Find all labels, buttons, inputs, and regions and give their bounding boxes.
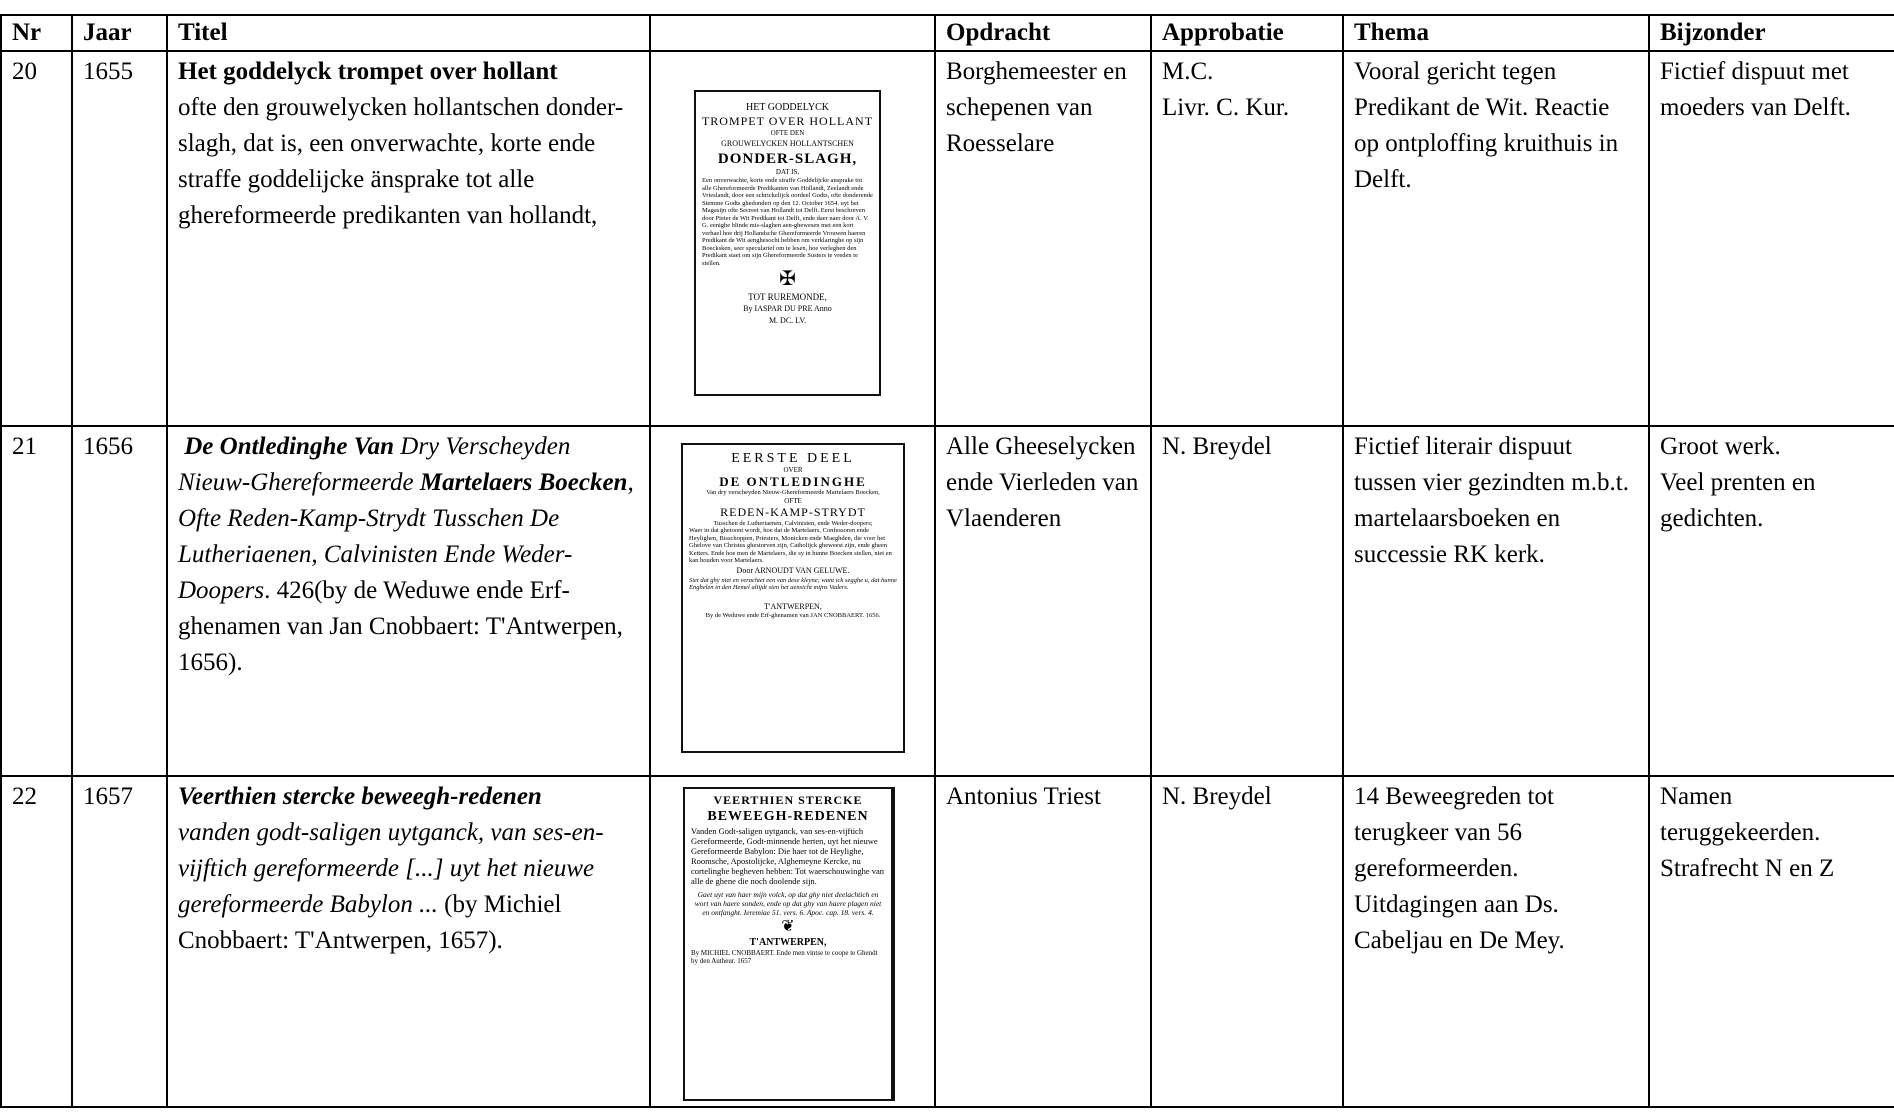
cover-line: OFTE (784, 496, 802, 505)
cover-line: T'ANTWERPEN, (749, 937, 827, 948)
row-year: 1656 (72, 426, 167, 776)
header-bijzonder: Bijzonder (1649, 15, 1894, 51)
approbatie-line: Livr. C. Kur. (1162, 94, 1290, 121)
title-italic-part: vanden godt-saligen uytganck, van ses-en-vijftich gereformeerde [...] uyt het nieuwe gereformeerde Babylon ... (178, 819, 604, 918)
approbatie-line: M.C. (1162, 58, 1214, 85)
title-page-image (683, 787, 895, 1101)
book-table (0, 14, 1894, 1108)
row-opdracht: Alle Gheeselycken ende Vierleden van Vlaenderen (935, 426, 1151, 776)
row-title (167, 776, 650, 1107)
row-opdracht: Borghemeester en schepenen van Roesselare (935, 51, 1151, 426)
row-year: 1657 (72, 776, 167, 1107)
table-row (1, 776, 1894, 1107)
title-page-image-cell (650, 51, 935, 426)
header-titel: Titel (167, 15, 650, 51)
row-thema: Vooral gericht tegen Predikant de Wit. Reactie op ontploffing kruithuis in Delft. (1343, 51, 1649, 426)
cover-line: T'ANTWERPEN, (764, 601, 822, 611)
row-title (167, 426, 650, 776)
cover-line: GROUWELYCKEN HOLLANTSCHEN (721, 139, 854, 148)
cover-line: TOT RUREMONDE, (748, 292, 827, 302)
title-bold-italic-part: Martelaers Boecken (419, 469, 628, 496)
row-bijzonder: Fictief dispuut met moeders van Delft. (1649, 51, 1894, 426)
cover-line: TROMPET OVER HOLLANT (701, 114, 874, 128)
title-italic-part: Dry Verscheyden Nieuw-Ghereformeerde (178, 433, 571, 496)
header-image (650, 15, 935, 51)
cover-line: By de Weduwe ende Erf-ghenamen van JAN CNOBBAERT. 1656. (705, 611, 881, 619)
row-number: 21 (1, 426, 72, 776)
cover-body: Vanden Godt-saligen uytganck, van ses-en-vijftich Gereformeerde, Godt-minnende herten, uyt het nieuwe Gereformeerde Babylon: Die haer tot de Heylighe, Roomsche, Apostolijcke, Alghemeyne Kercke, nu cortelinghe begheven hebben: Tot waerschouwinghe van alle de ghene die noch doolende sijn. (691, 826, 885, 886)
cover-line: DONDER-SLAGH, (717, 151, 858, 167)
header-approbatie: Approbatie (1151, 15, 1343, 51)
cover-line: REDEN-KAMP-STRYDT (720, 504, 866, 519)
fleuron-ornament-icon: ❦ (781, 918, 795, 935)
bijzonder-line: Veel prenten en gedichten. (1660, 469, 1816, 532)
bijzonder-line: Groot werk. (1660, 433, 1781, 460)
title-bold-italic-part: De Ontledinghe Van (184, 433, 395, 460)
title-rest: (by Michiel Cnobbaert: T'Antwerpen, 1657). (178, 891, 562, 954)
cover-line: DAT IS, (775, 168, 800, 176)
cover-body: Een onverwachte, korte ende straffe Goddelijcke ansprake tot alle Ghereformeerde Predikanten van Hollandt, Zeelandt ende Vrieslandt, door een schrickelijck oordeel Godts, ofte donderende Stemme Godts ghedondert op den 12. October 1654. uyt het Magasijn ofte Secreet van Hollandt tot Delft. Eerst beschreven door Pieter de Wit Predikant tot Delft, ende daer naer door A. V. G. eenighe blinde mis-slaghen aen-ghewesen met een kort verhael hoe drij Hollandsche Ghereformeerde Vrouwen haeren Predikant de Wit aenghesocht hebben om verklaringhe op sijn Boecksken, seer specularief om te lesen, hoe verleghen den Predikant staet om sijn Ghereformeerde Susters te vreden te stellen. (702, 177, 873, 267)
table-row (1, 51, 1894, 426)
header-row (1, 15, 1894, 51)
header-thema: Thema (1343, 15, 1649, 51)
cover-line: OFTE DEN (770, 129, 805, 137)
header-jaar: Jaar (72, 15, 167, 51)
title-rest: ofte den grouwelycken hollantschen donder-slagh, dat is, een onverwachte, korte ende straffe goddelijcke änsprake tot alle ghereformeerde predikanten van hollandt, (178, 94, 624, 229)
cover-line: VEERTHIEN STERCKE (713, 793, 863, 807)
title-bold-part: Het goddelyck trompet over hollant (178, 58, 558, 85)
title-page-image (694, 90, 881, 396)
cover-line: Van dry verscheyden Nieuw-Ghereformeerde Martelaers Boecken, (706, 489, 880, 496)
header-opdracht: Opdracht (935, 15, 1151, 51)
cover-body: Siet dat ghy niet en verachtet een van dese kleyne; want ick segghe u, dat hunne Enghelen in den Hemel altijdt sien het aensicht mijns Vaders. (689, 576, 897, 591)
cover-line: By MICHIEL CNOBBAERT. Ende men vintse te coope te Ghendt by den Autheur. 1657 (691, 949, 878, 965)
title-rest: . 426(by de Weduwe ende Erf-ghenamen van Jan Cnobbaert: T'Antwerpen, 1656). (178, 577, 623, 676)
cover-line: BEWEEGH-REDENEN (707, 809, 869, 824)
title-bold-italic-part: Veerthien stercke beweegh-redenen (178, 783, 542, 810)
row-approbatie (1151, 51, 1343, 426)
row-thema: 14 Beweegreden tot terugkeer van 56 gereformeerden. Uitdagingen aan Ds. Cabeljau en De Mey. (1343, 776, 1649, 1107)
cover-line: OVER (783, 466, 803, 474)
row-thema: Fictief literair dispuut tussen vier gezindten m.b.t. martelaarsboeken en successie RK kerk. (1343, 426, 1649, 776)
row-number: 22 (1, 776, 72, 1107)
cover-line: DE ONTLEDINGHE (719, 474, 867, 489)
header-nr: Nr (1, 15, 72, 51)
title-page-image-cell (650, 776, 935, 1107)
cover-line: Tusschen de Lutheriaenen, Calvinisten, ende Weder-doopers; (713, 519, 873, 527)
cover-line: Door ARNOUDT VAN GELUWE. (736, 565, 850, 575)
row-bijzonder (1649, 776, 1894, 1107)
table-row (1, 426, 1894, 776)
cover-body: Waer in dat ghetoont wordt, hoe dat de Martelaers, Confessoren ende Heylighen, Bisschoppen, Priesters, Monicken ende Maeghden, die voor het Ghelove van Christus ghestorven zijn, Catholijck gheweest zijn, ende gheen Ketters. Ende hoe men de Martelaers, die sy in hunne Boecken stellen, niet en kan houden voor Martelaers. (689, 527, 892, 564)
bijzonder-line: Namen teruggekeerden. (1660, 783, 1821, 846)
row-title (167, 51, 650, 426)
title-italic-part: , Ofte Reden-Kamp-Strydt Tusschen De Lutheriaenen, Calvinisten Ende Weder-Doopers (178, 469, 634, 604)
row-approbatie: N. Breydel (1151, 426, 1343, 776)
bijzonder-line: Strafrecht N en Z (1660, 855, 1835, 882)
cross-ornament-icon: ✠ (779, 268, 796, 290)
cover-line: EERSTE DEEL (731, 451, 855, 466)
row-bijzonder (1649, 426, 1894, 776)
cover-quote: Gaet uyt van haer mijn volck, op dat ghy niet deelachtich en wort van haere sonden, ende op dat ghy van haere plagen niet en ontfanght. Ieremiae 51. vers. 6. Apoc. cap. 18. vers. 4. (694, 890, 882, 917)
row-number: 20 (1, 51, 72, 426)
row-approbatie: N. Breydel (1151, 776, 1343, 1107)
cover-line: HET GODDELYCK (746, 102, 829, 113)
cover-line: M. DC. LV. (768, 316, 807, 325)
cover-line: By IASPAR DU PRE Anno (743, 304, 832, 313)
row-year: 1655 (72, 51, 167, 426)
title-page-image (681, 443, 905, 753)
title-page-image-cell (650, 426, 935, 776)
row-opdracht: Antonius Triest (935, 776, 1151, 1107)
